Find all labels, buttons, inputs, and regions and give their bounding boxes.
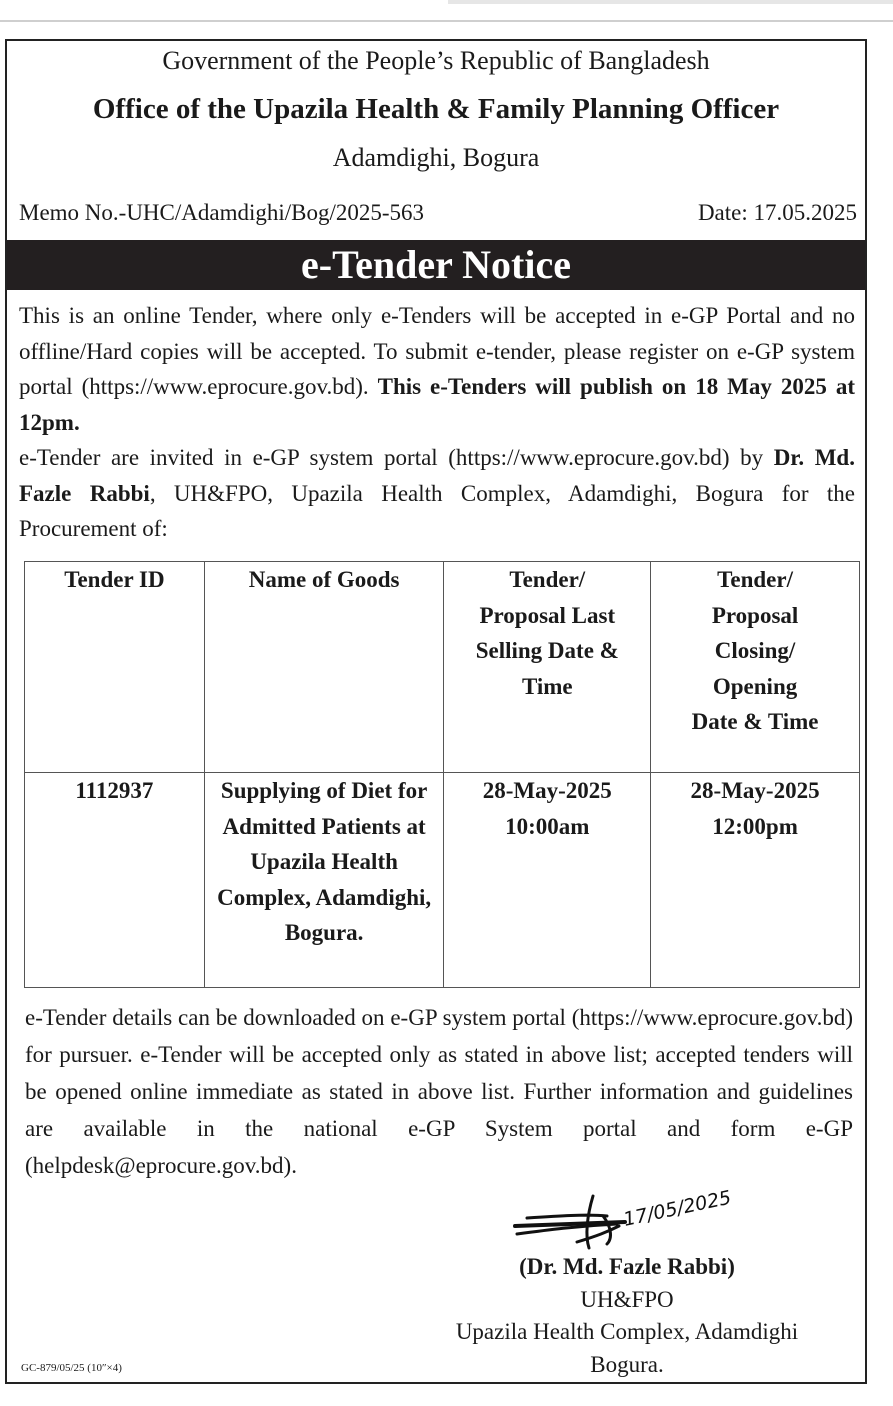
publish-date-text: This e-Tenders will publish on 18 May 2025 at 12pm. <box>19 374 855 435</box>
selling-time: 10:00am <box>505 813 590 839</box>
notice-title: e-Tender Notice <box>7 240 865 290</box>
cell-goods: Supplying of Diet for Admitted Patients at Upazila Health Complex, Adamdighi, Bogura. <box>204 773 444 988</box>
cell-tender-id: 1112937 <box>25 773 205 988</box>
signatory-designation: UH&FPO <box>580 1287 674 1312</box>
intro-text <box>19 298 855 547</box>
government-heading: Government of the People’s Republic of Bangladesh <box>162 46 710 75</box>
intro-paragraph-2 <box>19 440 855 547</box>
header-closing-opening: Tender/ Proposal Closing/ Opening Date & Time <box>651 562 860 773</box>
notice-frame <box>5 39 867 1384</box>
signatory-name: (Dr. Md. Fazle Rabbi) <box>519 1254 735 1279</box>
header-last-selling: Tender/ Proposal Last Selling Date & Time <box>444 562 651 773</box>
table-header-row <box>25 562 860 773</box>
signatory-district: Bogura. <box>590 1352 664 1377</box>
details-paragraph: e-Tender details can be downloaded on e-GP system portal (https://www.eprocure.gov.bd) for pursuer. e-Tender will be accepted only as stated in above list; accepted tenders will be opened online immediate as stated in above list. Further information and guidelines are available in the national e-GP System portal and form e-GP (helpdesk@eprocure.gov.bd). <box>25 1005 853 1178</box>
details-text <box>25 999 853 1184</box>
signatory-office: Upazila Health Complex, Adamdighi <box>455 1319 799 1344</box>
signature-icon <box>507 1186 747 1256</box>
cell-closing <box>651 773 860 988</box>
header-tender-id: Tender ID <box>25 562 205 773</box>
closing-time: 12:00pm <box>712 813 798 839</box>
closing-date: 28-May-2025 <box>690 778 820 803</box>
header-name-of-goods: Name of Goods <box>204 562 444 773</box>
intro-p2-tail: , UH&FPO, Upazila Health Complex, Adamdighi, Bogura for the Procurement of: <box>19 480 855 541</box>
memo-date: Date: 17.05.2025 <box>697 200 857 225</box>
office-location: Adamdighi, Bogura <box>332 143 540 172</box>
top-edge-shade <box>448 0 893 4</box>
print-code: GC-879/05/25 (10″×4) <box>21 1362 122 1374</box>
officer-name-text: Dr. Md. Fazle Rabbi <box>19 445 855 506</box>
signature-date: 17/05/2025 <box>621 1186 734 1231</box>
cell-selling <box>444 773 651 988</box>
memo-number: Memo No.-UHC/Adamdighi/Bog/2025-563 <box>19 200 425 225</box>
selling-date: 28-May-2025 <box>482 778 612 803</box>
intro-p2-text: e-Tender are invited in e-GP system portal (https://www.eprocure.gov.bd) by <box>19 445 774 470</box>
top-divider <box>0 20 893 22</box>
intro-p1-text: This is an online Tender, where only e-Tenders will be accepted in e-GP Portal and no offline/Hard copies will be accepted. To submit e-tender, please register on e-GP system portal (https://www.eprocure.gov.bd). <box>19 303 855 399</box>
intro-paragraph-1 <box>19 298 855 440</box>
tender-table <box>24 561 860 988</box>
office-heading: Office of the Upazila Health & Family Planning Officer <box>92 93 780 125</box>
table-row <box>25 773 860 988</box>
